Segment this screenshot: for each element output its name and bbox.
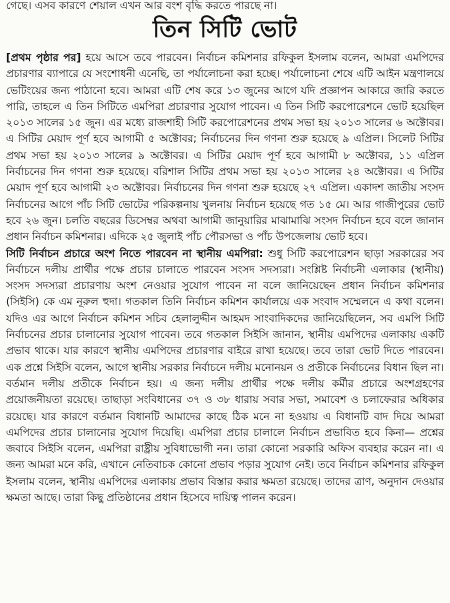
- headline: তিন সিটি ভোট: [152, 17, 298, 43]
- paragraph-1-text: হয়ে আসে তবে পারবেন। নির্বাচন কমিশনার রফিকুল ইসলাম বলেন, আমরা এমপিদের প্রচারণার ব্যাপারে যে সংশোধনী এনেছি, তা পর্যালোচনা করা হচ্ছে। পর্যালোচনা শেষে এটি আইন মন্ত্রণালয়ে ভেটিংয়ের জন্য পাঠানো হবে। আমরা এটি শেষ করে ১৩ জুনের আগে যদি প্রজ্ঞাপন আকারে জারি করতে পারি, তাহলে এ তিন সিটিতে এমপিরা প্রচারণার সুযোগ পাবেন। এ তিন সিটি করপোরেশনে ভোট হয়েছিল ২০১৩ সালের ১৫ জুন। এর মধ্যে রাজশাহী সিটি করপোরেশনের প্রথম সভা হয় ২০১৩ সালের ৬ অক্টোবর। এ সিটির মেয়াদ পূর্ণ হবে আগামী ৫ অক্টোবর; নির্বাচনের দিন গণনা শুরু হয়েছে ৯ এপ্রিল। সিলেট সিটির প্রথম সভা হয় ২০১৩ সালের ৯ অক্টোবর। এ সিটির মেয়াদ পূর্ণ হবে আগামী ৮ অক্টোবর, ১১ এপ্রিল নির্বাচনের দিন গণনা শুরু হয়েছে। বরিশাল সিটির প্রথম সভা হয় ২০১৩ সালের ২৪ অক্টোবর। এ সিটির মেয়াদ পূর্ণ হবে আগামী ২৩ অক্টোবর। নির্বাচনের দিন গণনা শুরু হয়েছে ২৭ এপ্রিল। একাদশ জাতীয় সংসদ নির্বাচনের আগে পাঁচ সিটি ভোটের পরিকল্পনায় খুলনায় নির্বাচন হয়েছে গত ১৫ মে। আর গাজীপুরের ভোট হবে ২৬ জুন। চলতি বছরের ডিসেম্বর অথবা আগামী জানুয়ারির মাঝামাঝি সংসদ নির্বাচন হবে বলে জানান প্রধান নির্বাচন কমিশনার। এদিকে ২৫ জুলাই পাঁচ পৌরসভা ও পাঁচ উপজেলায় ভোট হবে।: [6, 52, 445, 244]
- continued-tag: [প্রথম পৃষ্ঠার পর]: [6, 52, 81, 64]
- article-body: [0, 50, 450, 506]
- paragraph-2: [6, 246, 444, 507]
- paragraph-2-text: শুধু সিটি করপোরেশন ছাড়া সরকারের সব নির্বাচনে দলীয় প্রার্থীর পক্ষে প্রচার চালাতে পারবেন সংসদ সদস্যরা। সংশ্লিষ্ট নির্বাচনী এলাকার (স্থানীয়) সংসদ সদস্যরা প্রচারণায় অংশ নেওয়ার সুযোগ পাবেন না বলে জানিয়েছেন প্রধান নির্বাচন কমিশনার (সিইসি) কে এম নূরুল হুদা। গতকাল তিনি নির্বাচন কমিশন কার্যালয়ে এক সংবাদ সম্মেলনে এ কথা বলেন। যদিও এর আগে নির্বাচন কমিশন সচিব হেলালুদ্দীন আহমদ সাংবাদিকদের জানিয়েছিলেন, সব এমপি সিটি নির্বাচনের প্রচার চালানোর সুযোগ পাবেন। তবে গতকাল সিইসি জানান, স্থানীয় এমপিদের এলাকায় একটি প্রভাব থাকে। যার কারণে স্থানীয় এমপিদের প্রচারণার বাইরে রাখা হয়েছে। তবে তারা ভোট দিতে পারবেন। এক প্রশ্নে সিইসি বলেন, আগে স্থানীয় সরকার নির্বাচনে দলীয় মনোনয়ন ও প্রতীকে নির্বাচনের বিধান ছিল না। বর্তমান দলীয় প্রতীকে নির্বাচন হয়। এ জন্য দলীয় প্রার্থীর পক্ষে দলীয় কর্মীর প্রচারে অংশগ্রহণের প্রয়োজনীয়তা রয়েছে। তাছাড়া সংবিধানের ৩৭ ও ৩৮ ধারায় সবার সভা, সমাবেশ ও চলাফেরার অধিকার রয়েছে। যার কারণে বর্তমান বিধানটি আমাদের কাছে ঠিক মনে না হওয়ায় এ বিধানটি বাদ দিয়ে আমরা এমপিদের প্রচার চালানোর সুযোগ দিয়েছি। এমপিরা প্রচার চালালে নির্বাচন প্রভাবিত হবে কিনা— প্রশ্নের জবাবে সিইসি বলেন, এমপিরা রাষ্ট্রীয় সুবিধাভোগী নন। তারা কোনো সরকারি অফিস ব্যবহার করেন না। এ জন্য আমরা মনে করি, এখানে নেতিবাচক কোনো প্রভাব পড়ার সুযোগ নেই। তবে নির্বাচন কমিশনার রফিকুল ইসলাম বলেন, স্থানীয় এমপিদের এলাকায় প্রভাব বিস্তার করার ক্ষমতা রয়েছে। তাদের ত্রাণ, অনুদান দেওয়ার ক্ষমতা আছে। তারা কিছু প্রতিষ্ঠানের প্রধান হিসেবে দায়িত্ব পালন করেন।: [6, 247, 444, 505]
- subheading: সিটি নির্বাচন প্রচারে অংশ নিতে পারবেন না স্থানীয় এমপিরা:: [6, 247, 264, 260]
- previous-article-fragment: গেছে। এসব কারণে শেয়াল এখন আর বংশ বৃদ্ধি করতে পারছে না।: [6, 0, 277, 12]
- paragraph-1: [6, 50, 444, 246]
